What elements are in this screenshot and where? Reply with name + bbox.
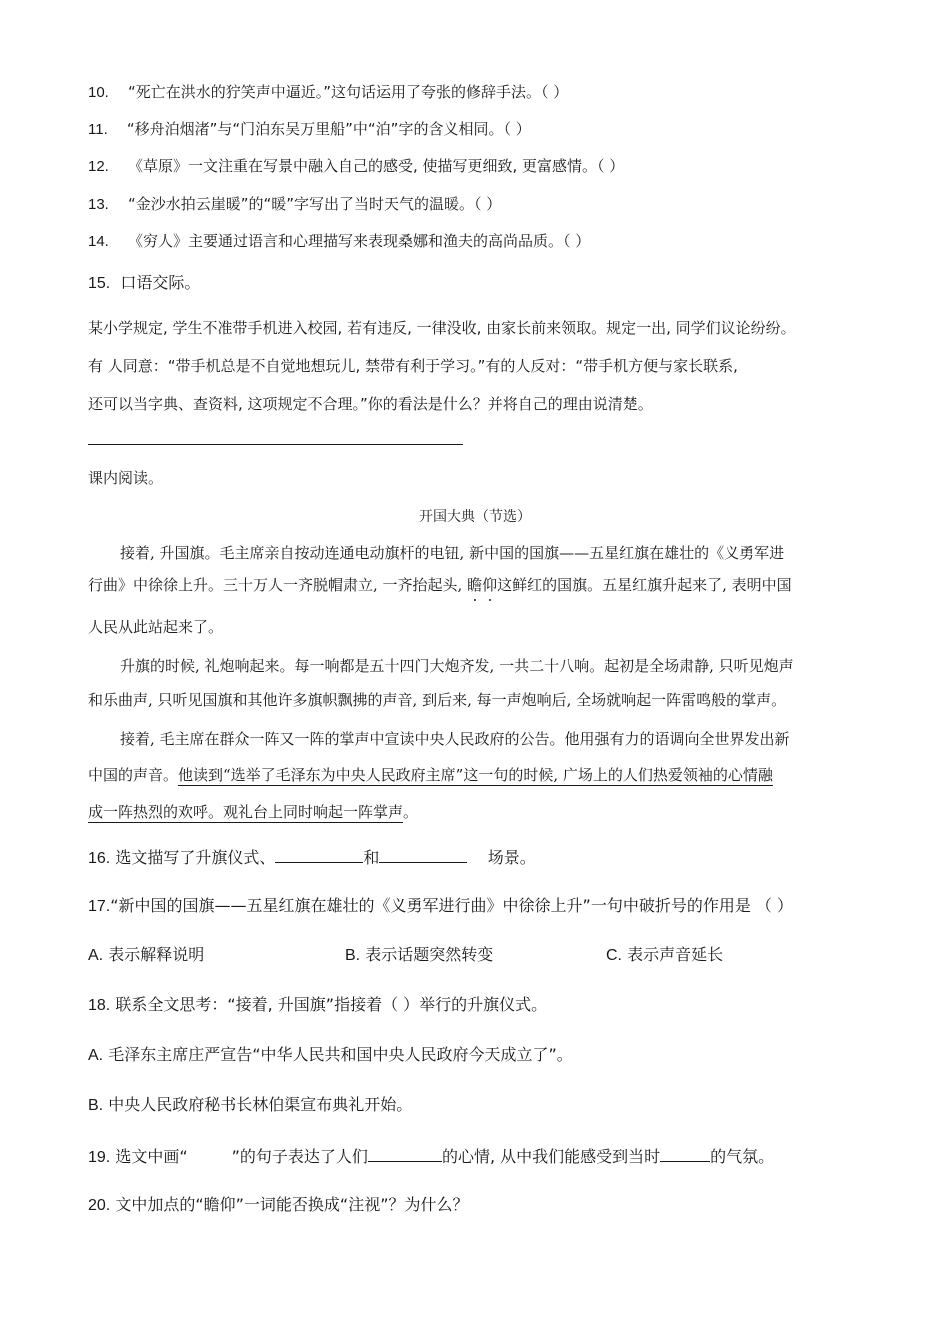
passage-line: 接着, 毛主席在群众一阵又一阵的掌声中宣读中央人民政府的公告。他用强有力的语调向全世界发出新 bbox=[120, 730, 790, 748]
passage-line: 中国的声音。他读到“选举了毛泽东为中央人民政府主席”这一句的时候, 广场上的人们热爱领袖的心情融 bbox=[88, 766, 773, 784]
option-c[interactable]: C. 表示声音延长 bbox=[606, 945, 724, 964]
question-19: 19. 选文中画“ ”的句子表达了人们 的心情, 从中我们能感受到当时 的气氛。 bbox=[88, 1147, 775, 1166]
question-text: “移舟泊烟渚”与“门泊东吴万里船”中“泊”字的含义相同。（ ） bbox=[126, 120, 531, 138]
passage-line: 人民从此站起来了。 bbox=[88, 618, 224, 636]
underlined-sentence: 他读到“选举了毛泽东为中央人民政府主席”这一句的时候, 广场上的人们热爱领袖的心情融 bbox=[178, 766, 773, 784]
passage-line: 升旗的时候, 礼炮响起来。每一响都是五十四门大炮齐发, 一共二十八响。起初是全场肃静, 只听见炮声 bbox=[120, 657, 794, 675]
option-b[interactable]: B. 表示话题突然转变 bbox=[345, 945, 494, 964]
question-12: 12. 《草原》一文注重在写景中融入自己的感受, 使描写更细致, 更富感情。（ ） bbox=[88, 157, 625, 175]
question-14: 14. 《穷人》主要通过语言和心理描写来表现桑娜和渔夫的高尚品质。（ ） bbox=[88, 232, 591, 250]
question-17: 17.“新中国的国旗——五星红旗在雄壮的《义勇军进行曲》中徐徐上升”一句中破折号的作用是 （ ） bbox=[88, 896, 794, 915]
passage-line: 行曲》中徐徐上升。三十万人一齐脱帽肃立, 一齐抬起头, 瞻仰这鲜红的国旗。五星红旗升起来了, 表明中国 bbox=[88, 576, 792, 594]
passage-line: 和乐曲声, 只听见国旗和其他许多旗帜飘拂的声音, 到后来, 每一声炮响后, 全场就响起一阵雷鸣般的掌声。 bbox=[88, 691, 787, 709]
question-15-line-1: 某小学规定, 学生不准带手机进入校园, 若有违反, 一律没收, 由家长前来领取。规定一出, 同学们议论纷纷。 bbox=[88, 319, 796, 337]
question-10: 10. “死亡在洪水的狞笑声中逼近。”这句话运用了夸张的修辞手法。（ ） bbox=[88, 83, 569, 101]
question-15-line-3: 还可以当字典、查资料, 这项规定不合理。”你的看法是什么？并将自己的理由说清楚。 bbox=[88, 395, 653, 413]
fill-blank[interactable] bbox=[379, 846, 467, 863]
question-15-line-2: 有 人同意：“带手机总是不自觉地想玩儿, 禁带有利于学习。”有的人反对：“带手机方便与家长联系, bbox=[88, 357, 738, 375]
passage-title: 开国大典（节选） bbox=[419, 509, 531, 525]
question-16: 16. 选文描写了升旗仪式、 和 场景。 bbox=[88, 848, 536, 867]
emphasis-dot-char: 瞻 bbox=[467, 576, 483, 594]
question-text: 《草原》一文注重在写景中融入自己的感受, 使描写更细致, 更富感情。（ ） bbox=[127, 157, 625, 175]
fill-blank[interactable] bbox=[368, 1145, 442, 1162]
question-text: 《穷人》主要通过语言和心理描写来表现桑娜和渔夫的高尚品质。（ ） bbox=[127, 232, 591, 250]
passage-line: 接着, 升国旗。毛主席亲自按动连通电动旗杆的电钮, 新中国的国旗——五星红旗在雄壮的《义勇军进 bbox=[120, 544, 785, 562]
answer-line[interactable] bbox=[88, 444, 463, 445]
question-text: “金沙水拍云崖暖”的“暖”字写出了当时天气的温暖。（ ） bbox=[127, 195, 502, 213]
option-a[interactable]: A. 表示解释说明 bbox=[88, 945, 205, 964]
passage-line: 成一阵热烈的欢呼。观礼台上同时响起一阵掌声。 bbox=[88, 803, 419, 821]
emphasis-dot-char: 仰 bbox=[482, 576, 498, 594]
question-15-title: 15. 口语交际。 bbox=[88, 273, 201, 292]
underlined-sentence: 成一阵热烈的欢呼。观礼台上同时响起一阵掌声 bbox=[88, 803, 404, 821]
question-18: 18. 联系全文思考：“接着, 升国旗”指接着（ ）举行的升旗仪式。 bbox=[88, 995, 548, 1014]
question-20: 20. 文中加点的“瞻仰”一词能否换成“注视”？为什么？ bbox=[88, 1195, 469, 1214]
question-13: 13. “金沙水拍云崖暖”的“暖”字写出了当时天气的温暖。（ ） bbox=[88, 195, 502, 213]
option-a[interactable]: A. 毛泽东主席庄严宣告“中华人民共和国中央人民政府今天成立了”。 bbox=[88, 1045, 573, 1064]
fill-blank[interactable] bbox=[660, 1145, 710, 1162]
question-11: 11. “移舟泊烟渚”与“门泊东吴万里船”中“泊”字的含义相同。（ ） bbox=[88, 120, 531, 138]
option-b[interactable]: B. 中央人民政府秘书长林伯渠宣布典礼开始。 bbox=[88, 1095, 413, 1114]
question-text: “死亡在洪水的狞笑声中逼近。”这句话运用了夸张的修辞手法。（ ） bbox=[127, 83, 569, 101]
fill-blank[interactable] bbox=[275, 846, 363, 863]
section-label: 课内阅读。 bbox=[88, 469, 164, 487]
